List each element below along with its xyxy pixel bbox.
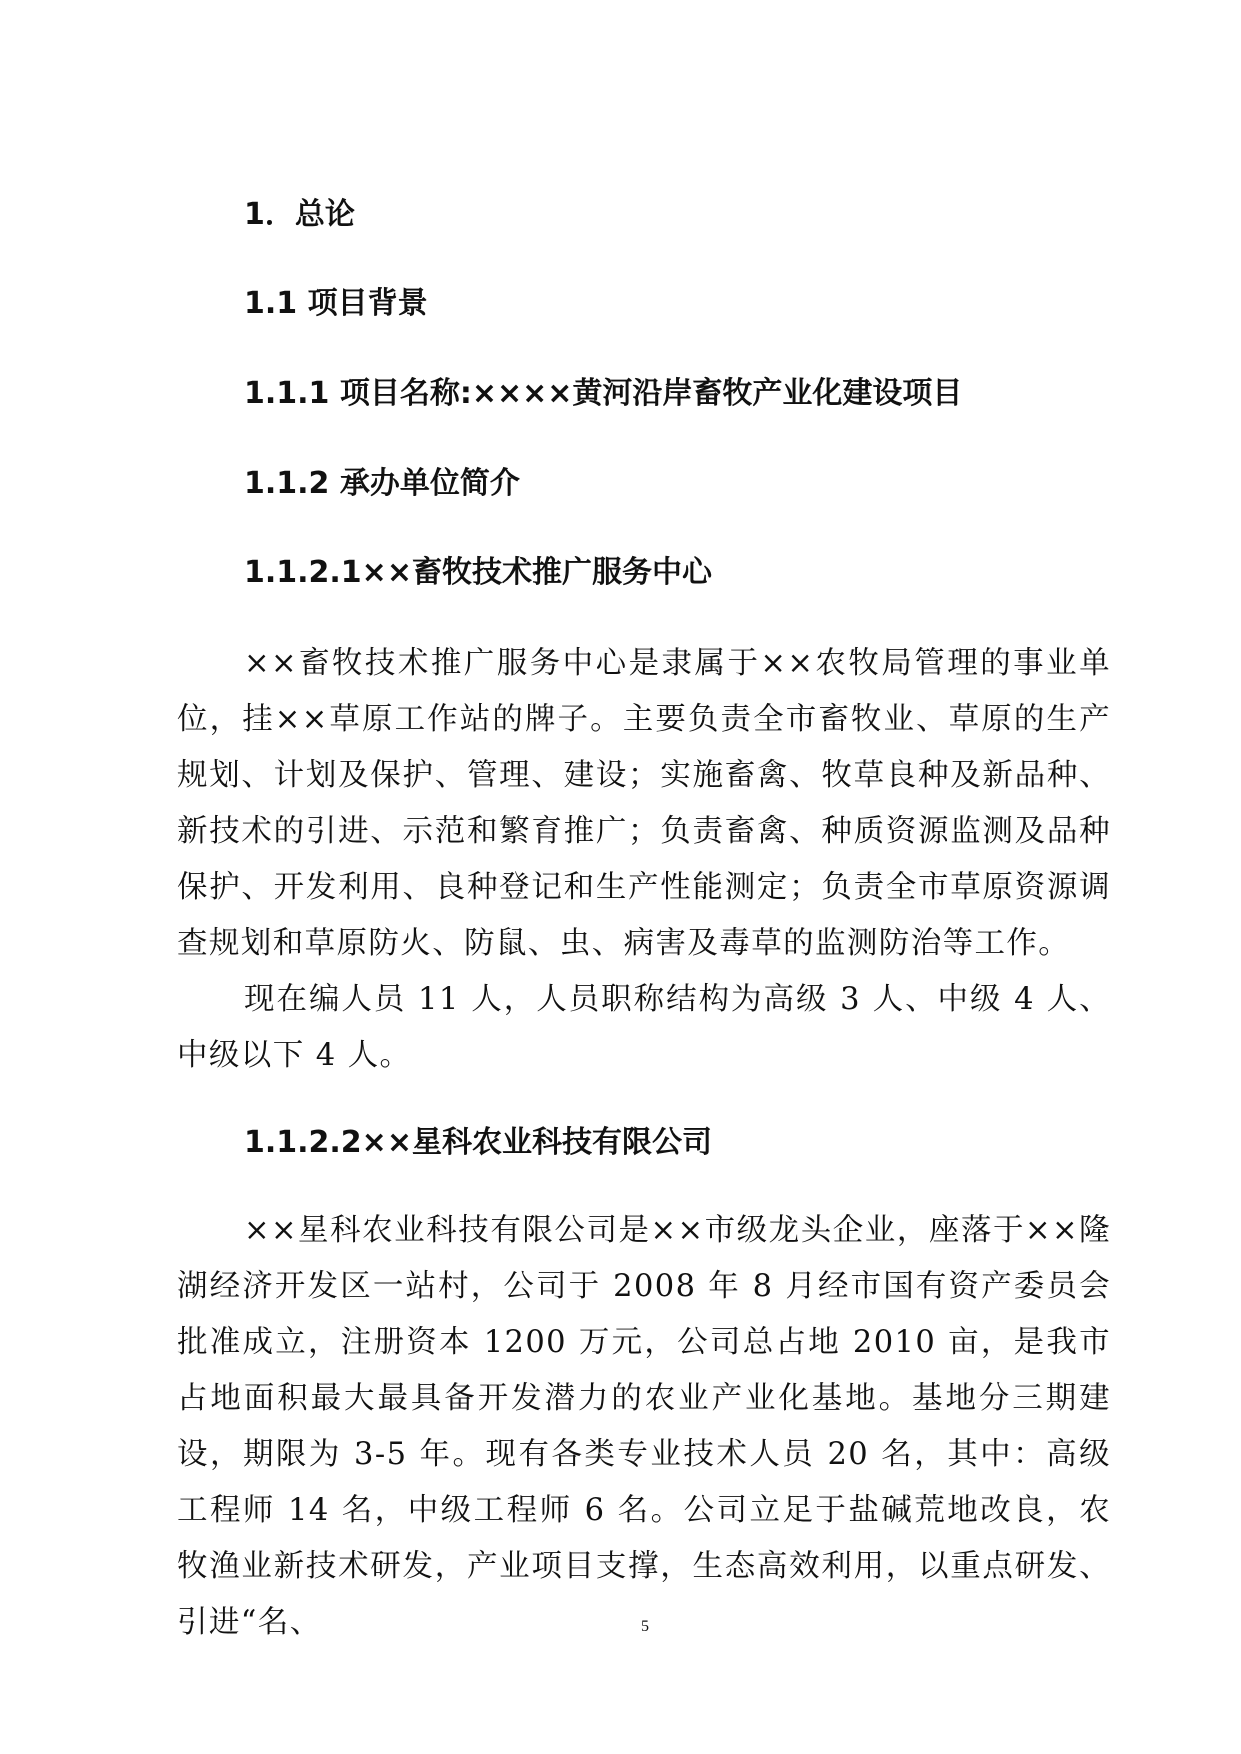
subsection-heading-project-name: 1.1.1 项目名称:××××黄河沿岸畜牧产业化建设项目: [244, 376, 963, 411]
paragraph-company-intro: ××星科农业科技有限公司是××市级龙头企业，座落于××隆湖经济开发区一站村，公司于 2008 年 8 月经市国有资产委员会批准成立，注册资本 1200 万元，公司总占地 2010 亩，是我市占地面积最大最具备开发潜力的农业产业化基地。基地分三期建设，期限为 3-5 年。现有各类专业技术人员 20 名，其中：高级工程师 14 名，中级工程师 6 名。公司立足于盐碱荒地改良，农牧渔业新技术研发，产业项目支撑，生态高效利用，以重点研发、引进“名、: [177, 1213, 1111, 1640]
subsection-heading-organizer-intro: 1.1.2 承办单位简介: [244, 466, 520, 501]
paragraph-service-center-staff: 现在编人员 11 人，人员职称结构为高级 3 人、中级 4 人、中级以下 4 人。: [177, 982, 1111, 1073]
paragraph-service-center-duties: ××畜牧技术推广服务中心是隶属于××农牧局管理的事业单位，挂××草原工作站的牌子。主要负责全市畜牧业、草原的生产规划、计划及保护、管理、建设；实施畜禽、牧草良种及新品种、新技术的引进、示范和繁育推广；负责畜禽、种质资源监测及品种保护、开发利用、良种登记和生产性能测定；负责全市草原资源调查规划和草原防火、防鼠、虫、病害及毒草的监测防治等工作。: [177, 646, 1111, 961]
subsubsection-heading-company: 1.1.2.2××星科农业科技有限公司: [244, 1125, 712, 1160]
section-heading-project-background: 1.1 项目背景: [244, 286, 428, 321]
page-number: 5: [641, 1618, 649, 1635]
subsubsection-heading-service-center: 1.1.2.1××畜牧技术推广服务中心: [244, 555, 712, 590]
chapter-heading: 1．总论: [244, 197, 355, 232]
